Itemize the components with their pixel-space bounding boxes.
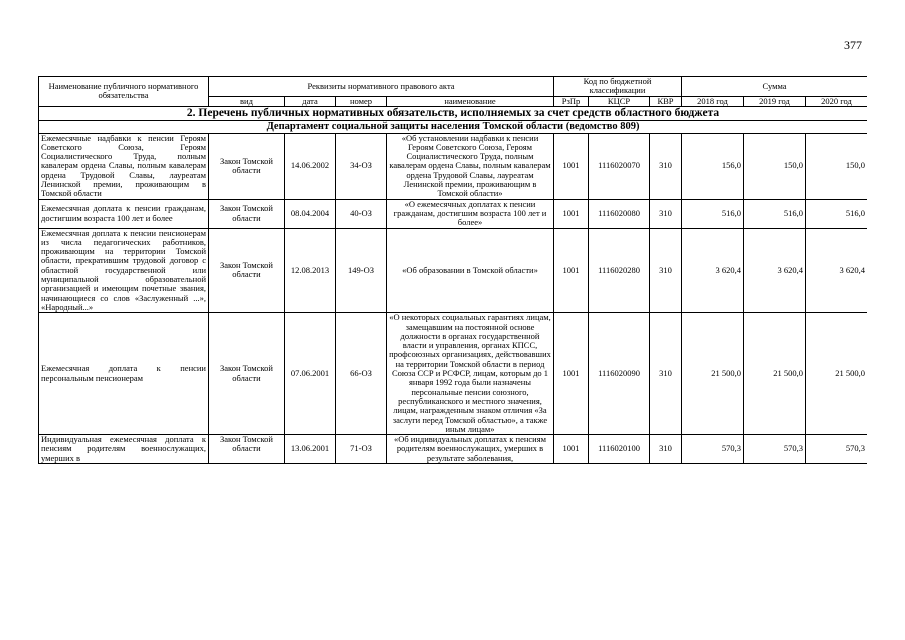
- kcsr-cell: 1116020100: [589, 435, 650, 464]
- sum-2020-cell: 570,3: [806, 435, 867, 464]
- kvr-cell: 310: [650, 228, 682, 313]
- rzpr-cell: 1001: [554, 435, 589, 464]
- table-row: [39, 228, 868, 313]
- sum-2020-cell: 21 500,0: [806, 313, 867, 435]
- act-number-cell: 34-ОЗ: [336, 133, 387, 199]
- act-date-cell: 12.08.2013: [285, 228, 336, 313]
- obligations-table: [38, 76, 867, 464]
- kcsr-cell: 1116020070: [589, 133, 650, 199]
- rzpr-cell: 1001: [554, 133, 589, 199]
- sum-2020-cell: 3 620,4: [806, 228, 867, 313]
- header-2020: 2020 год: [806, 96, 867, 106]
- act-name-cell: «О некоторых социальных гарантиях лицам, замещавшим на постоянной основе должности в органах государственной власти и управления, органах КПСС, профсоюзных организациях, действовавших на территории Томской области в период Союза ССР и РСФСР, лицам, которым до 1 января 1992 года были назначены персональные пенсии союзного, республиканского и местного значения, лицам, награжденным знаком отличия «За заслуги перед Томской областью», а также иным лицам»: [387, 313, 554, 435]
- kvr-cell: 310: [650, 199, 682, 228]
- sum-2018-cell: 3 620,4: [682, 228, 744, 313]
- act-number-cell: 149-ОЗ: [336, 228, 387, 313]
- header-rzpr: РзПр: [554, 96, 589, 106]
- header-act-details: Реквизиты нормативного правового акта: [209, 77, 554, 97]
- page-number: 377: [844, 38, 862, 52]
- sum-2018-cell: 156,0: [682, 133, 744, 199]
- obligation-name-cell: Ежемесячная доплата к пенсии пенсионерам из числа педагогических работников, проживающим на территории Томской области, прекратившим трудовой договор с областной государственной или муниципальной образовательной организацией и имеющим почетные звания, начинающиеся со слов «Заслуженный ...», «Народный...»: [39, 228, 209, 313]
- act-date-cell: 07.06.2001: [285, 313, 336, 435]
- sum-2020-cell: 516,0: [806, 199, 867, 228]
- department-title-row: [39, 120, 868, 133]
- obligations-table-container: [38, 76, 867, 640]
- act-number-cell: 40-ОЗ: [336, 199, 387, 228]
- header-number: номер: [336, 96, 387, 106]
- act-name-cell: «О ежемесячных доплатах к пенсии гражданам, достигшим возраста 100 лет и более»: [387, 199, 554, 228]
- obligation-name-cell: Ежемесячные надбавки к пенсии Героям Советского Союза, Героям Социалистического Труда, полным кавалерам ордена Славы, полным кавалерам ордена Трудовой Славы, лауреатам Ленинской премии, проживающим в Томской области: [39, 133, 209, 199]
- kvr-cell: 310: [650, 313, 682, 435]
- header-act-name: наименование: [387, 96, 554, 106]
- obligation-name-cell: Ежемесячная доплата к пенсии персональным пенсионерам: [39, 313, 209, 435]
- header-kvr: КВР: [650, 96, 682, 106]
- obligation-name-cell: Ежемесячная доплата к пенсии гражданам, достигшим возраста 100 лет и более: [39, 199, 209, 228]
- header-2019: 2019 год: [744, 96, 806, 106]
- kvr-cell: 310: [650, 435, 682, 464]
- table-row: [39, 313, 868, 435]
- section-title: 2. Перечень публичных нормативных обязательств, исполняемых за счет средств областного бюджета: [39, 106, 868, 120]
- act-date-cell: 13.06.2001: [285, 435, 336, 464]
- act-vid-cell: Закон Томской области: [209, 313, 285, 435]
- section-title-row: [39, 106, 868, 120]
- header-sum: Сумма: [682, 77, 867, 97]
- act-name-cell: «Об установлении надбавки к пенсии Героям Советского Союза, Героям Социалистического Труда, полным кавалерам ордена Славы, полным кавалерам ордена Трудовой Славы, лауреатам Ленинской премии, проживающим в Томской области»: [387, 133, 554, 199]
- rzpr-cell: 1001: [554, 313, 589, 435]
- act-name-cell: «Об образовании в Томской области»: [387, 228, 554, 313]
- sum-2019-cell: 3 620,4: [744, 228, 806, 313]
- header-vid: вид: [209, 96, 285, 106]
- header-budget-code: Код по бюджетной классификации: [554, 77, 682, 97]
- act-number-cell: 66-ОЗ: [336, 313, 387, 435]
- sum-2019-cell: 150,0: [744, 133, 806, 199]
- sum-2018-cell: 516,0: [682, 199, 744, 228]
- act-name-cell: «Об индивидуальных доплатах к пенсиям родителям военнослужащих, умерших в результате заболевания,: [387, 435, 554, 464]
- header-date: дата: [285, 96, 336, 106]
- act-vid-cell: Закон Томской области: [209, 228, 285, 313]
- sum-2019-cell: 516,0: [744, 199, 806, 228]
- sum-2020-cell: 150,0: [806, 133, 867, 199]
- act-vid-cell: Закон Томской области: [209, 199, 285, 228]
- kvr-cell: 310: [650, 133, 682, 199]
- act-vid-cell: Закон Томской области: [209, 133, 285, 199]
- kcsr-cell: 1116020280: [589, 228, 650, 313]
- sum-2019-cell: 570,3: [744, 435, 806, 464]
- table-row: [39, 199, 868, 228]
- kcsr-cell: 1116020080: [589, 199, 650, 228]
- act-date-cell: 08.04.2004: [285, 199, 336, 228]
- act-number-cell: 71-ОЗ: [336, 435, 387, 464]
- header-2018: 2018 год: [682, 96, 744, 106]
- act-vid-cell: Закон Томской области: [209, 435, 285, 464]
- sum-2019-cell: 21 500,0: [744, 313, 806, 435]
- table-row: [39, 435, 868, 464]
- act-date-cell: 14.06.2002: [285, 133, 336, 199]
- kcsr-cell: 1116020090: [589, 313, 650, 435]
- header-kcsr: КЦСР: [589, 96, 650, 106]
- rzpr-cell: 1001: [554, 228, 589, 313]
- department-title: Департамент социальной защиты населения Томской области (ведомство 809): [39, 120, 868, 133]
- obligation-name-cell: Индивидуальная ежемесячная доплата к пенсиям родителям военнослужащих, умерших в: [39, 435, 209, 464]
- sum-2018-cell: 570,3: [682, 435, 744, 464]
- rzpr-cell: 1001: [554, 199, 589, 228]
- header-obligation-name: Наименование публичного нормативного обязательства: [39, 77, 209, 107]
- table-row: [39, 133, 868, 199]
- sum-2018-cell: 21 500,0: [682, 313, 744, 435]
- header-row-1: [39, 77, 868, 97]
